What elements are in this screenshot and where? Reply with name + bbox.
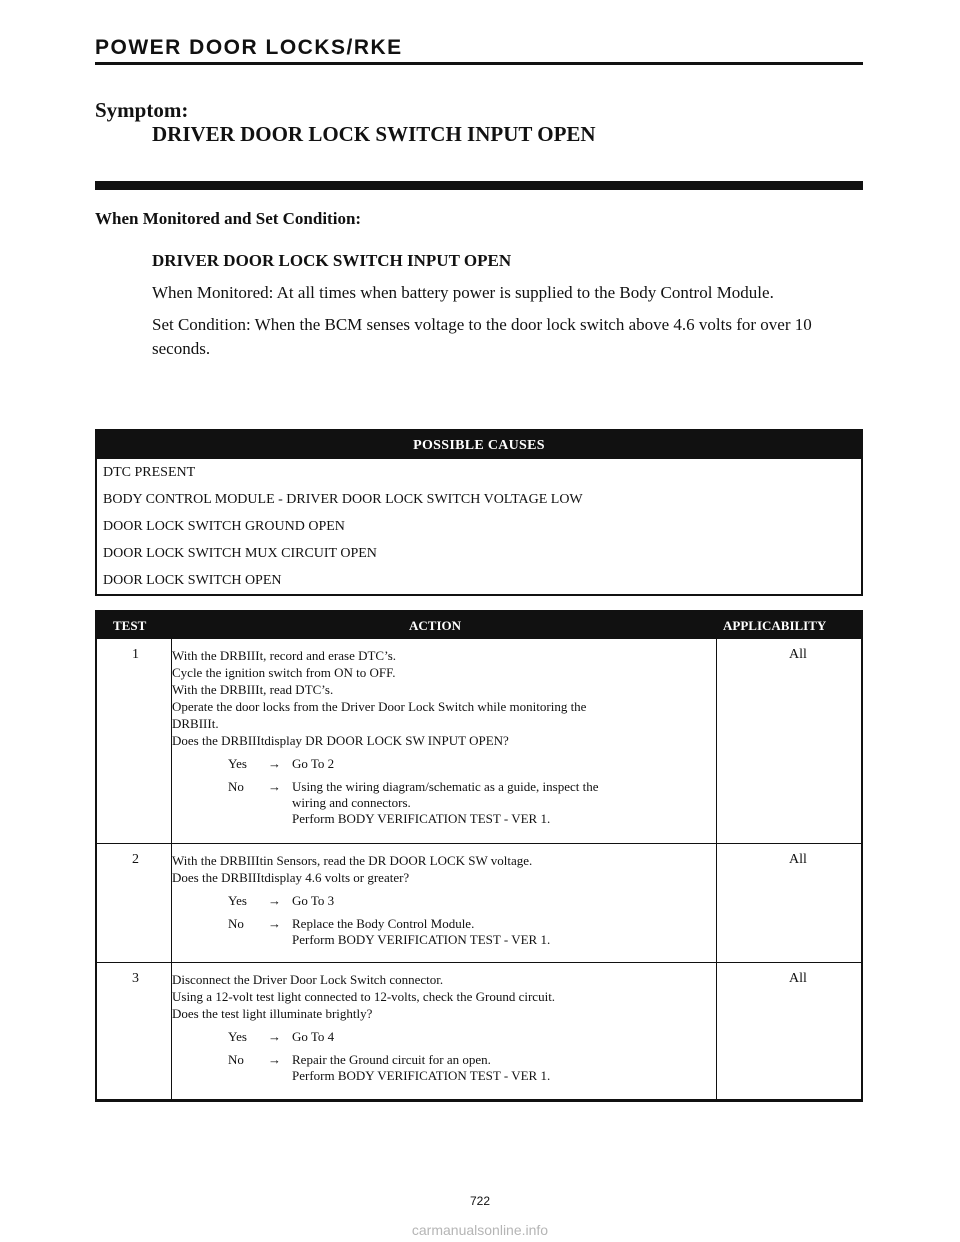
cause-item: DOOR LOCK SWITCH OPEN (103, 573, 282, 588)
no-text: Perform BODY VERIFICATION TEST - VER 1. (292, 932, 551, 947)
test-action (171, 639, 717, 843)
action-line: With the DRBIIIt, record and erase DTC’s. (172, 648, 397, 663)
test-number: 1 (132, 647, 139, 662)
set-condition-text: Set Condition: When the BCM senses voltage to the door lock switch above 4.6 volts for over 10 seconds. (152, 315, 812, 358)
monitored-title: DRIVER DOOR LOCK SWITCH INPUT OPEN (152, 251, 512, 270)
section-header: POWER DOOR LOCKS/RKE (95, 36, 403, 59)
arrow-icon: → (268, 916, 281, 931)
yes-answer (172, 893, 714, 909)
arrow-icon: → (268, 756, 281, 771)
arrow-icon: → (268, 779, 281, 794)
test-action (171, 963, 717, 1099)
action-line: Operate the door locks from the Driver Door Lock Switch while monitoring the (172, 699, 587, 714)
action-line: With the DRBIIItin Sensors, read the DR DOOR LOCK SW voltage. (172, 853, 533, 868)
yes-text: Go To 3 (292, 893, 335, 908)
test-column-header: TEST (113, 618, 147, 633)
applicability-column-header: APPLICABILITY (723, 618, 827, 633)
page-number: 722 (469, 1194, 491, 1208)
monitored-block (152, 249, 864, 369)
no-answer (172, 1052, 714, 1084)
no-text: Perform BODY VERIFICATION TEST - VER 1. (292, 811, 551, 826)
when-monitored-text: When Monitored: At all times when battery power is supplied to the Body Control Module. (152, 283, 774, 302)
yes-answer (172, 756, 714, 772)
no-label: No (228, 779, 244, 794)
header-rule (95, 62, 863, 65)
action-line: Cycle the ignition switch from ON to OFF. (172, 665, 396, 680)
arrow-icon: → (268, 1052, 281, 1067)
yes-label: Yes (228, 893, 247, 908)
test-rows (97, 638, 861, 1099)
monitored-heading: When Monitored and Set Condition: (95, 209, 362, 228)
no-text: Replace the Body Control Module. (292, 916, 475, 931)
no-text: wiring and connectors. (292, 795, 411, 810)
possible-causes-heading: POSSIBLE CAUSES (97, 431, 861, 459)
yes-answer (172, 1029, 714, 1045)
no-text: Perform BODY VERIFICATION TEST - VER 1. (292, 1068, 551, 1083)
no-answer (172, 779, 714, 827)
test-applicability: All (789, 852, 807, 867)
test-table-header (97, 612, 861, 638)
yes-text: Go To 2 (292, 756, 335, 771)
test-applicability: All (789, 647, 807, 662)
yes-label: Yes (228, 1029, 247, 1044)
cause-item: BODY CONTROL MODULE - DRIVER DOOR LOCK SWITCH VOLTAGE LOW (103, 492, 583, 507)
action-line: DRBIIIt. (172, 716, 219, 731)
arrow-icon: → (268, 1029, 281, 1044)
no-label: No (228, 1052, 244, 1067)
action-line: Using a 12-volt test light connected to 12-volts, check the Ground circuit. (172, 989, 556, 1004)
no-label: No (228, 916, 244, 931)
action-line: Disconnect the Driver Door Lock Switch connector. (172, 972, 444, 987)
arrow-icon: → (268, 893, 281, 908)
cause-item: DOOR LOCK SWITCH GROUND OPEN (103, 519, 345, 534)
section-divider (95, 181, 863, 190)
test-row (97, 843, 861, 962)
action-line: Does the DRBIIItdisplay DR DOOR LOCK SW INPUT OPEN? (172, 733, 509, 748)
cause-item: DTC PRESENT (103, 465, 196, 480)
test-action (171, 844, 717, 962)
yes-label: Yes (228, 756, 247, 771)
no-text: Repair the Ground circuit for an open. (292, 1052, 491, 1067)
possible-causes-table (95, 429, 863, 596)
watermark: carmanualsonline.info (411, 1222, 549, 1238)
action-line: Does the test light illuminate brightly? (172, 1006, 373, 1021)
test-row (97, 962, 861, 1099)
symptom-label: Symptom: (95, 98, 189, 122)
action-column-header: ACTION (409, 618, 462, 633)
cause-item: DOOR LOCK SWITCH MUX CIRCUIT OPEN (103, 546, 377, 561)
yes-text: Go To 4 (292, 1029, 335, 1044)
symptom-title: DRIVER DOOR LOCK SWITCH INPUT OPEN (152, 122, 596, 146)
test-table (95, 610, 863, 1102)
action-line: With the DRBIIIt, read DTC’s. (172, 682, 334, 697)
action-line: Does the DRBIIItdisplay 4.6 volts or greater? (172, 870, 410, 885)
test-number: 3 (132, 971, 139, 986)
no-answer (172, 916, 714, 948)
test-applicability: All (789, 971, 807, 986)
test-row (97, 638, 861, 843)
test-number: 2 (132, 852, 139, 867)
no-text: Using the wiring diagram/schematic as a guide, inspect the (292, 779, 599, 794)
